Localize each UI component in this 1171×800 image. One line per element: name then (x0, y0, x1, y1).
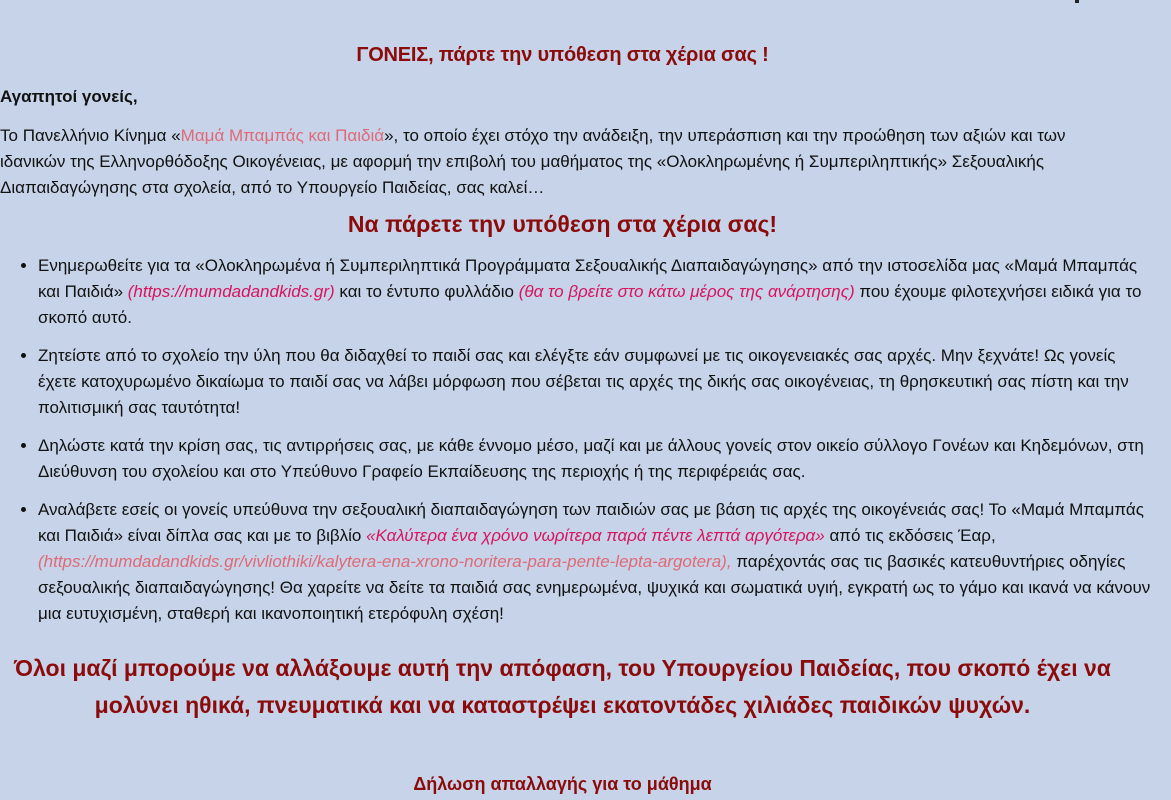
list-item-text: από τις εκδόσεις Έαρ, (824, 526, 996, 545)
intro-text-2: », το οποίο έχει στόχο την ανάδειξη, την υπεράσπιση και την προώθηση των αξιών και των ιδανικών της Ελληνορθόδοξης Οικογένειας, με αφορμή την επιβολή του μαθήματος της «Ολοκληρωμένης ή Συμπεριληπτικής» Σεξουαλικής Διαπαιδαγώγησης στα σχολεία, από το Υπουργείο Παιδείας, σας καλεί… (0, 126, 1066, 197)
website-link[interactable]: (https://mumdadandkids.gr) (127, 282, 335, 301)
leaflet-note: (θα το βρείτε στο κάτω μέρος της ανάρτησης) (518, 282, 855, 301)
list-item-inform (38, 253, 1158, 331)
list-item-take-responsibility (38, 497, 1158, 627)
movement-name-link[interactable]: Μαμά Μπαμπάς και Παιδιά (180, 126, 385, 145)
declaration-heading: Δήλωση απαλλαγής για το μάθημα (413, 774, 712, 794)
list-item-text: Δηλώστε κατά την κρίση σας, τις αντιρρήσεις σας, με κάθε έννομο μέσο, μαζί και με άλλους γονείς στον οικείο σύλλογο Γονέων και Κηδεμόνων, στη Διεύθυνση του σχολείου και στο Υπεύθυνο Γραφείο Εκπαίδευσης της περιοχής ή της περιφέρειάς σας. (38, 436, 1144, 481)
page-title: ΓΟΝΕΙΣ, πάρτε την υπόθεση στα χέρια σας ! (356, 44, 769, 66)
top-edge-mark (1075, 0, 1079, 3)
subtitle: Να πάρετε την υπόθεση στα χέρια σας! (347, 211, 778, 237)
intro-paragraph (0, 123, 1130, 201)
list-item-text: Ζητείστε από το σχολείο την ύλη που θα διδαχθεί το παιδί σας και ελέγξτε εάν συμφωνεί με τις οικογενειακές σας αρχές. Μην ξεχνάτε! Ως γονείς έχετε κατοχυρωμένο δικαίωμα το παιδί σας να λάβει μόρφωση που σέβεται τις αρχές της δικής σας οικογένειας, τη θρησκευτική σας πίστη και την πολιτισμική σας ταυτότητα! (38, 346, 1129, 417)
greeting: Αγαπητοί γονείς, (0, 87, 138, 106)
list-item-declare-objections (38, 433, 1158, 485)
list-item-text: Ενημερωθείτε για τα «Ολοκληρωμένα ή Συμπεριληπτικά Προγράμματα Σεξουαλικής Διαπαιδαγώγησης» από την ιστοσελίδα μας «Μαμά Μπαμπάς και Παιδιά» (38, 256, 1138, 301)
list-item-request-material (38, 343, 1158, 421)
closing-statement: Όλοι μαζί μπορούμε να αλλάξουμε αυτή την απόφαση, του Υπουργείου Παιδείας, που σκοπό έχει να μολύνει ηθικά, πνευματικά και να καταστρέψει εκατοντάδες χιλιάδες παιδικών ψυχών. (14, 655, 1111, 718)
action-list (0, 253, 1158, 639)
list-item-text: που έχουμε φιλοτεχνήσει ειδικά για το σκοπό αυτό. (38, 282, 1142, 327)
list-item-text: Αναλάβετε εσείς οι γονείς υπεύθυνα την σεξουαλική διαπαιδαγώγηση των παιδιών σας με βάση τις αρχές της οικογένειάς σας! Το «Μαμά Μπαμπάς και Παιδιά» είναι δίπλα σας και με το βιβλίο (38, 500, 1144, 545)
list-item-text: παρέχοντάς σας τις βασικές κατευθυντήριες οδηγίες σεξουαλικής διαπαιδαγώγησης! Θα χαρείτε να δείτε τα παιδιά σας ενημερωμένα, ψυχικά και σωματικά υγιή, εγκρατή ως το γάμο και ικανά να κάνουν μια ευτυχισμένη, σταθερή και ικανοποιητική ετερόφυλη σχέση! (38, 552, 1151, 623)
list-item-text: και το έντυπο φυλλάδιο (334, 282, 519, 301)
book-link[interactable]: (https://mumdadandkids.gr/vivliothiki/kalytera-ena-xrono-noritera-para-pente-lepta-argotera), (38, 552, 732, 571)
book-title: «Καλύτερα ένα χρόνο νωρίτερα παρά πέντε λεπτά αργότερα» (366, 526, 825, 545)
intro-text-1: Το Πανελλήνιο Κίνημα « (0, 126, 181, 145)
